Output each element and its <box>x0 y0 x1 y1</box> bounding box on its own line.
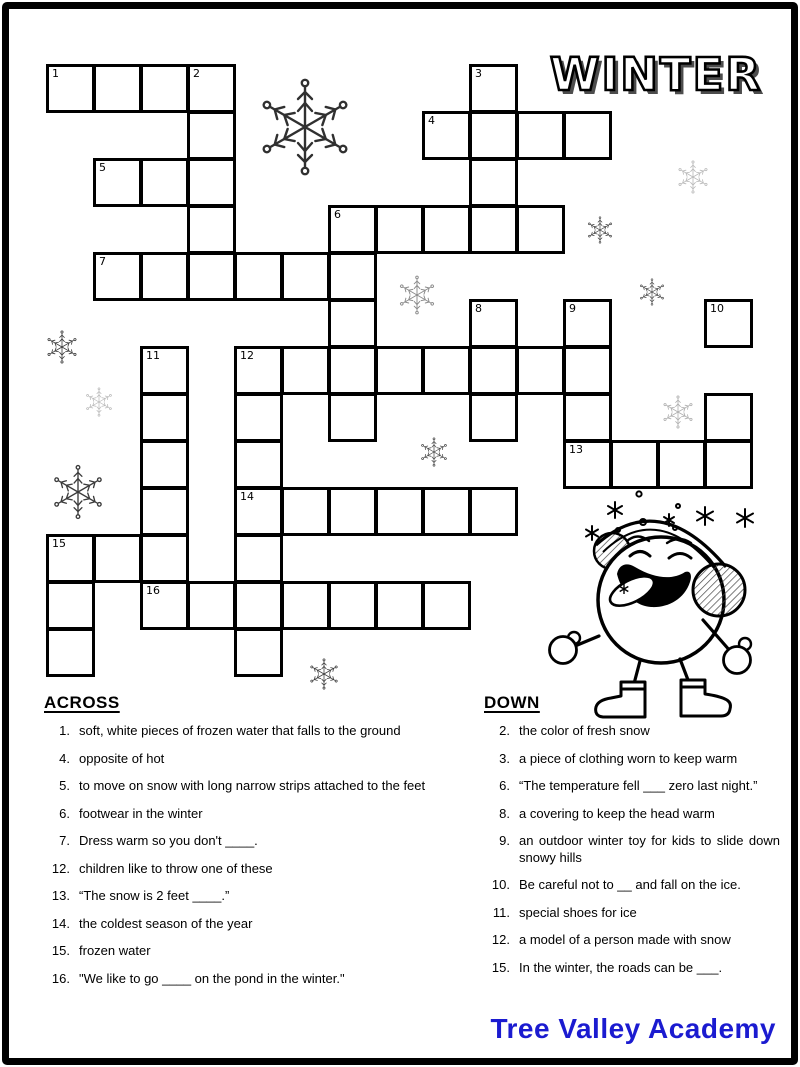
grid-cell[interactable] <box>187 158 236 207</box>
grid-cell[interactable] <box>140 346 189 395</box>
clue-number: 12 <box>240 349 254 362</box>
clue-number: 16 <box>146 584 160 597</box>
snowflake-icon <box>640 279 665 305</box>
grid-cell[interactable] <box>46 581 95 630</box>
clue-text: In the winter, the roads can be ___. <box>519 959 723 975</box>
right-mitten-icon <box>724 638 752 674</box>
down-clue-3 <box>484 751 780 768</box>
across-clue-1 <box>44 723 444 740</box>
grid-cell[interactable] <box>328 346 377 395</box>
grid-cell[interactable] <box>422 581 471 630</box>
grid-cell[interactable] <box>234 487 283 536</box>
clue-list-number: 12. <box>51 860 70 876</box>
clue-text: frozen water <box>79 943 151 958</box>
clue-text: Be careful not to __ and fall on the ice. <box>519 877 741 892</box>
grid-cell[interactable] <box>704 440 753 489</box>
grid-cell[interactable] <box>140 393 189 442</box>
grid-cell[interactable] <box>234 346 283 395</box>
clue-text: "We like to go ____ on the pond in the winter." <box>79 970 345 986</box>
grid-cell[interactable] <box>704 393 753 442</box>
clue-text: special shoes for ice <box>519 904 637 920</box>
across-clue-list <box>44 723 444 987</box>
grid-cell[interactable] <box>563 346 612 395</box>
snowflake-icon <box>399 276 435 314</box>
page-title: WINTER <box>549 48 762 101</box>
snowflake-icon <box>588 217 613 243</box>
snowman-face <box>627 537 691 559</box>
clue-text: soft, white pieces of frozen water that falls to the ground <box>79 723 401 738</box>
clue-number: 5 <box>99 161 106 174</box>
snowflake-icon <box>261 80 350 174</box>
clue-text: a piece of clothing worn to keep warm <box>519 750 738 766</box>
grid-cell[interactable] <box>46 628 95 677</box>
clue-text: a covering to keep the head warm <box>519 805 715 821</box>
clue-number: 6 <box>334 208 341 221</box>
grid-cell[interactable] <box>234 440 283 489</box>
clue-text: to move on snow with long narrow strips attached to the feet <box>79 778 426 793</box>
clue-text: children like to throw one of these <box>79 860 273 876</box>
clue-text: footwear in the winter <box>79 805 203 821</box>
clue-list-number: 10. <box>491 877 510 892</box>
grid-cell[interactable] <box>328 581 377 630</box>
grid-cell[interactable] <box>281 346 330 395</box>
down-clue-9 <box>484 833 780 866</box>
snowflake-icon <box>310 659 338 689</box>
grid-cell[interactable] <box>281 581 330 630</box>
grid-cell[interactable] <box>704 299 753 348</box>
grid-cell[interactable] <box>234 252 283 301</box>
grid-cell[interactable] <box>187 111 236 160</box>
clue-number: 11 <box>146 349 160 362</box>
across-clue-14 <box>44 916 444 933</box>
clue-list-number: 5. <box>59 778 70 793</box>
grid-cell[interactable] <box>93 64 142 113</box>
falling-snow-icon <box>586 491 753 540</box>
grid-cell[interactable] <box>610 440 659 489</box>
grid-cell[interactable] <box>46 534 95 583</box>
down-clue-10 <box>484 877 780 894</box>
arms <box>575 620 731 652</box>
snowflake-icon <box>53 466 103 519</box>
grid-cell[interactable] <box>563 440 612 489</box>
brand-footer: Tree Valley Academy <box>490 1013 776 1044</box>
across-heading: ACROSS <box>44 693 120 712</box>
grid-cell[interactable] <box>328 487 377 536</box>
clue-text: Dress warm so you don't ____. <box>79 833 258 848</box>
snowball-body <box>598 537 724 663</box>
grid-cell[interactable] <box>140 581 189 630</box>
grid-cell[interactable] <box>563 393 612 442</box>
clue-number: 2 <box>193 67 200 80</box>
clue-number: 8 <box>475 302 482 315</box>
grid-cell[interactable] <box>516 346 565 395</box>
clue-number: 3 <box>475 67 482 80</box>
clue-list-number: 4. <box>59 750 70 766</box>
grid-cell[interactable] <box>516 111 565 160</box>
left-earmuff-icon <box>594 533 630 569</box>
clue-list-number: 14. <box>51 915 70 931</box>
grid-cell[interactable] <box>422 487 471 536</box>
clue-number: 13 <box>569 443 583 456</box>
grid-cell[interactable] <box>140 440 189 489</box>
grid-cell[interactable] <box>469 64 518 113</box>
grid-cell[interactable] <box>375 346 424 395</box>
clue-text: an outdoor winter toy for kids to slide down snowy hills <box>519 833 780 865</box>
down-clue-list <box>484 723 780 976</box>
clue-list-number: 7. <box>59 833 70 848</box>
down-clue-2 <box>484 723 780 740</box>
grid-cell[interactable] <box>234 628 283 677</box>
grid-cell[interactable] <box>93 158 142 207</box>
snowflake-icon <box>663 396 693 428</box>
grid-cell[interactable] <box>422 111 471 160</box>
grid-cell[interactable] <box>281 487 330 536</box>
across-clue-4 <box>44 751 444 768</box>
clue-list-number: 12. <box>491 932 510 947</box>
tongue <box>606 570 659 611</box>
down-clue-8 <box>484 806 780 823</box>
clue-number: 7 <box>99 255 106 268</box>
down-clue-11 <box>484 905 780 922</box>
grid-cell[interactable] <box>281 252 330 301</box>
earmuff-band-icon <box>596 521 726 574</box>
grid-cell[interactable] <box>375 581 424 630</box>
clue-number: 10 <box>710 302 724 315</box>
grid-cell[interactable] <box>140 64 189 113</box>
snowflake-icon <box>47 331 77 363</box>
grid-cell[interactable] <box>469 393 518 442</box>
grid-cell[interactable] <box>140 534 189 583</box>
across-clue-16 <box>44 971 444 988</box>
grid-cell[interactable] <box>234 534 283 583</box>
grid-cell[interactable] <box>563 299 612 348</box>
clue-list-number: 13. <box>51 888 70 903</box>
snowflake-icon <box>678 161 708 193</box>
down-clue-15 <box>484 960 780 977</box>
grid-cell[interactable] <box>328 393 377 442</box>
right-earmuff-icon <box>693 564 745 616</box>
clue-text: “The temperature fell ___ zero last night.” <box>519 778 758 793</box>
down-clue-6 <box>484 778 780 795</box>
across-clue-6 <box>44 806 444 823</box>
grid-cell[interactable] <box>187 64 236 113</box>
clue-list-number: 1. <box>59 723 70 738</box>
grid-cell[interactable] <box>563 111 612 160</box>
clue-list-number: 8. <box>499 805 510 821</box>
grid-cell[interactable] <box>187 581 236 630</box>
down-section <box>484 693 780 987</box>
down-clue-12 <box>484 932 780 949</box>
grid-cell[interactable] <box>469 346 518 395</box>
grid-cell[interactable] <box>469 487 518 536</box>
grid-cell[interactable] <box>469 158 518 207</box>
snowflake-icon <box>86 388 113 416</box>
clue-text: opposite of hot <box>79 750 165 766</box>
grid-cell[interactable] <box>328 205 377 254</box>
grid-cell[interactable] <box>469 111 518 160</box>
across-clue-15 <box>44 943 444 960</box>
clue-list-number: 11. <box>492 904 510 920</box>
clue-number: 15 <box>52 537 66 550</box>
mouth <box>617 564 691 607</box>
grid-cell[interactable] <box>328 299 377 348</box>
grid-cell[interactable] <box>140 158 189 207</box>
clue-text: “The snow is 2 feet ____.” <box>79 888 230 903</box>
across-clue-5 <box>44 778 444 795</box>
clue-list-number: 15. <box>491 959 510 975</box>
clue-list-number: 15. <box>51 943 70 958</box>
grid-cell[interactable] <box>234 581 283 630</box>
clue-list-number: 3. <box>499 750 510 766</box>
grid-cell[interactable] <box>422 346 471 395</box>
grid-cell[interactable] <box>93 252 142 301</box>
grid-cell[interactable] <box>46 64 95 113</box>
clue-number: 4 <box>428 114 435 127</box>
across-section <box>44 693 444 998</box>
grid-cell[interactable] <box>234 393 283 442</box>
snowflake-icon <box>421 438 448 466</box>
clue-text: the color of fresh snow <box>519 723 650 738</box>
legs <box>631 659 693 695</box>
across-clue-12 <box>44 861 444 878</box>
grid-cell[interactable] <box>140 252 189 301</box>
clue-number: 9 <box>569 302 576 315</box>
across-clue-13 <box>44 888 444 905</box>
grid-cell[interactable] <box>328 252 377 301</box>
clue-number: 1 <box>52 67 59 80</box>
clue-text: the coldest season of the year <box>79 915 253 931</box>
left-mitten-icon <box>550 632 581 664</box>
clue-list-number: 9. <box>499 833 510 848</box>
clue-list-number: 6. <box>59 805 70 821</box>
grid-cell[interactable] <box>657 440 706 489</box>
grid-cell[interactable] <box>469 299 518 348</box>
clue-number: 14 <box>240 490 254 503</box>
clue-list-number: 16. <box>51 970 70 986</box>
clue-text: a model of a person made with snow <box>519 932 731 947</box>
grid-cell[interactable] <box>469 205 518 254</box>
down-heading: DOWN <box>484 693 540 712</box>
grid-cell[interactable] <box>140 487 189 536</box>
grid-cell[interactable] <box>375 205 424 254</box>
clue-list-number: 6. <box>499 778 510 793</box>
grid-cell[interactable] <box>187 252 236 301</box>
grid-cell[interactable] <box>516 205 565 254</box>
grid-cell[interactable] <box>187 205 236 254</box>
clue-list-number: 2. <box>499 723 510 738</box>
snowflake-on-tongue-icon <box>620 584 629 594</box>
grid-cell[interactable] <box>375 487 424 536</box>
grid-cell[interactable] <box>422 205 471 254</box>
grid-cell[interactable] <box>93 534 142 583</box>
across-clue-7 <box>44 833 444 850</box>
